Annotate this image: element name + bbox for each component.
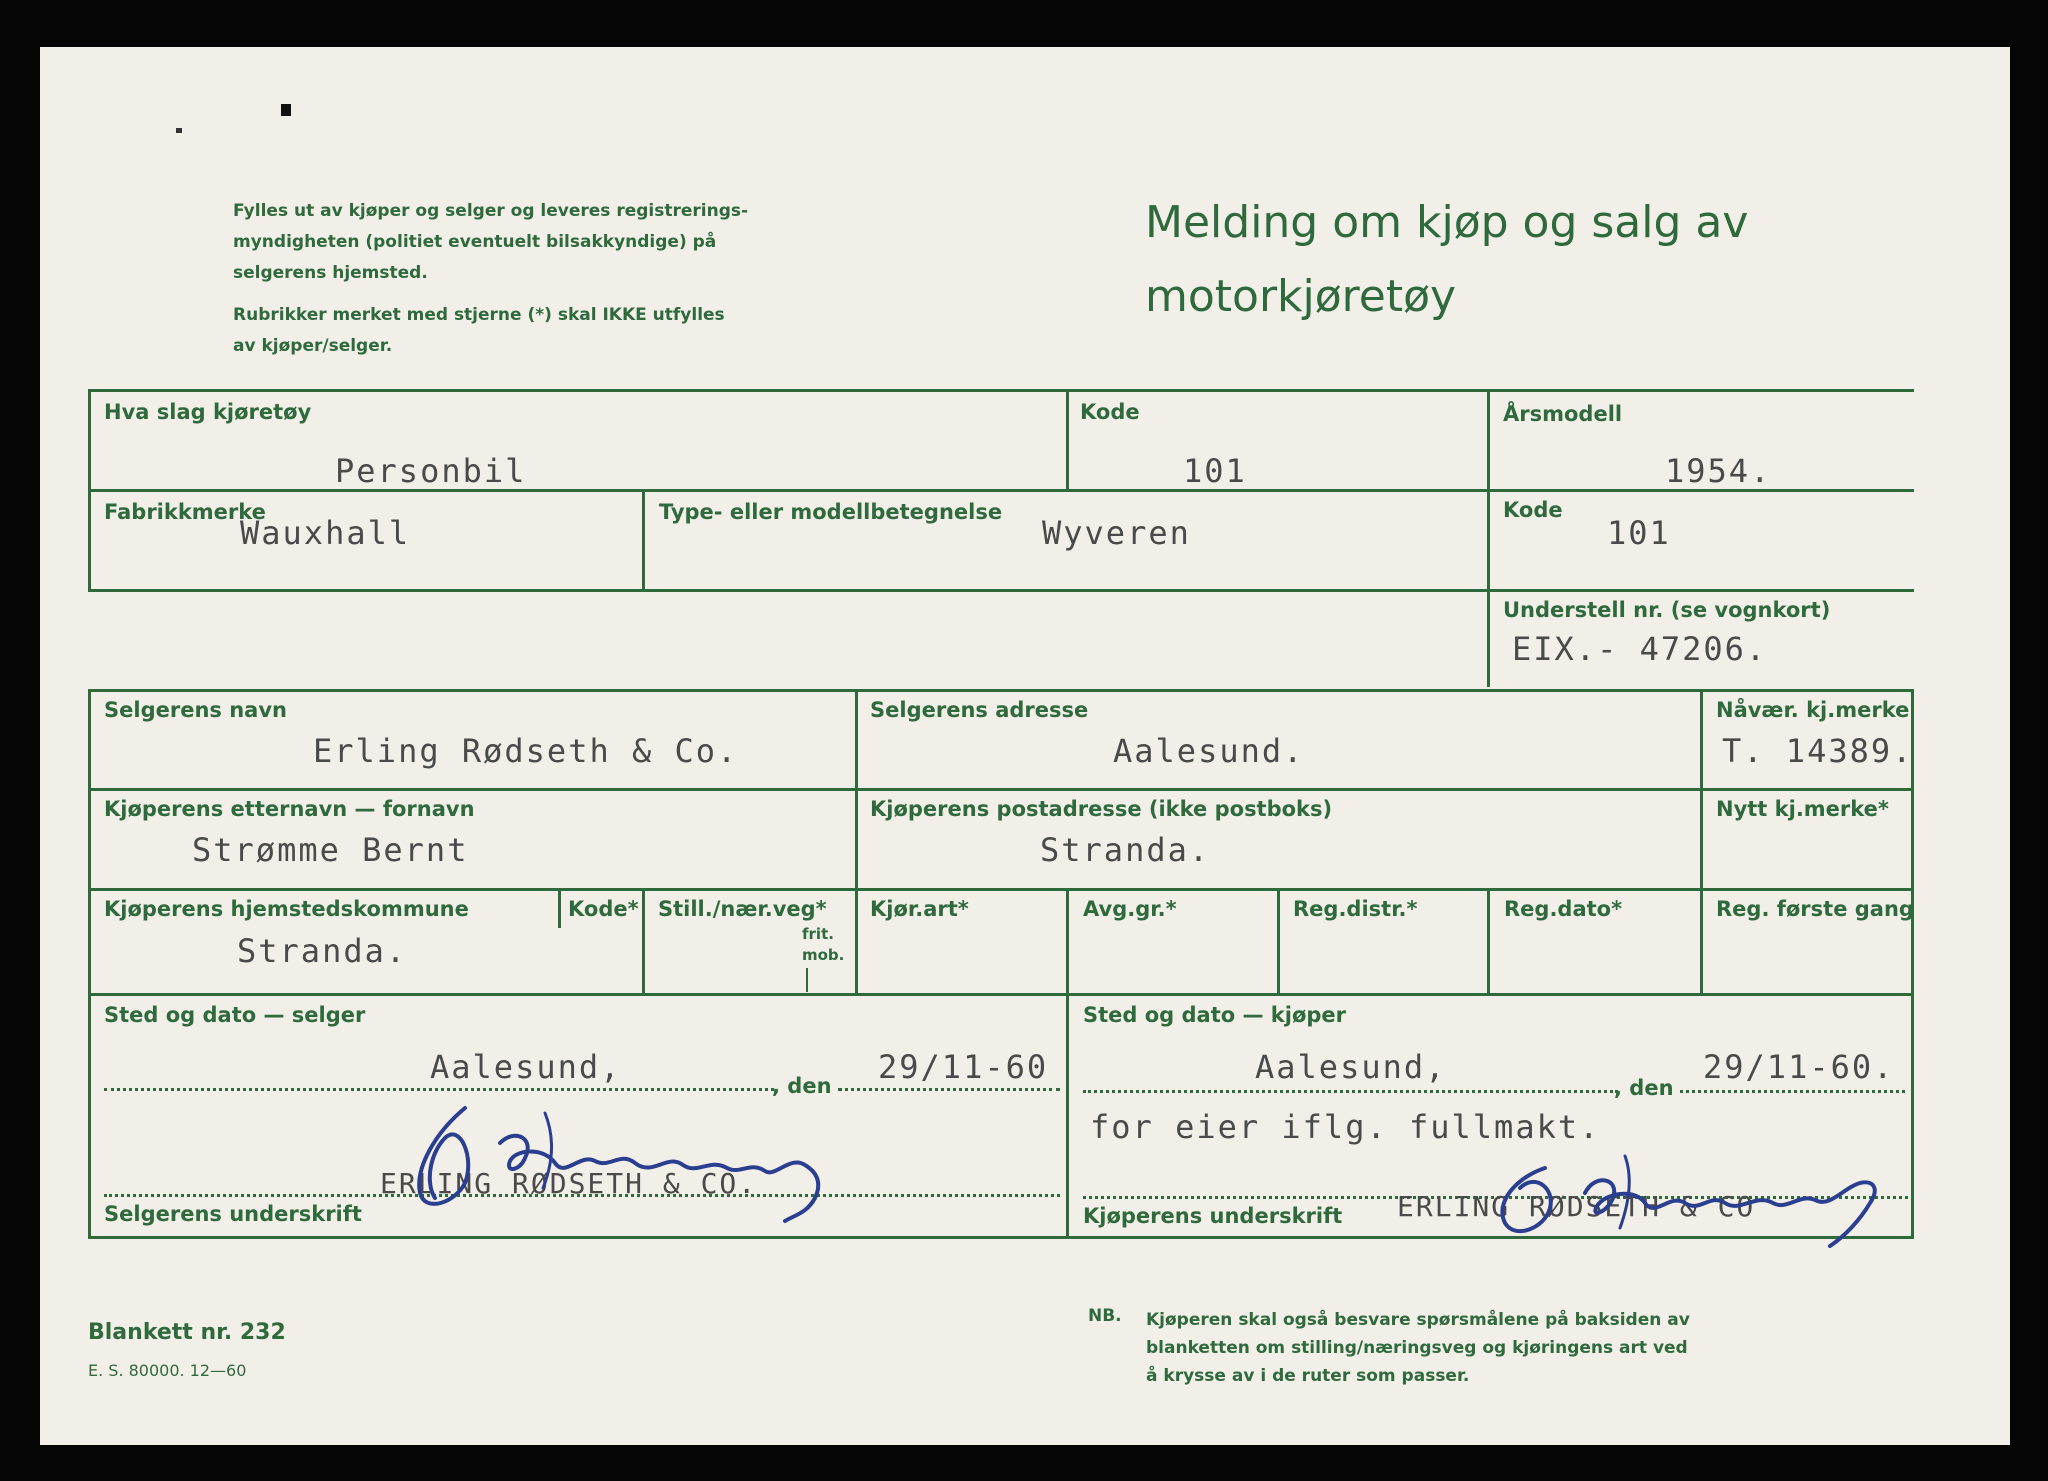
make-label: Fabrikkmerke bbox=[104, 500, 266, 524]
dotted-line bbox=[1680, 1090, 1905, 1093]
grid-line bbox=[806, 968, 808, 992]
frit-label: frit. bbox=[802, 925, 834, 943]
seller-signature-scribble bbox=[405, 1093, 855, 1223]
grid-line bbox=[1700, 689, 1703, 993]
buyer-date-value: 29/11-60. bbox=[1703, 1048, 1895, 1086]
den-label: , den bbox=[772, 1074, 832, 1098]
municipality-label: Kjøperens hjemstedskommune bbox=[104, 897, 469, 921]
punch-mark bbox=[281, 104, 291, 116]
buyer-name-value: Strømme Bernt bbox=[192, 831, 469, 869]
grid-line bbox=[88, 389, 1914, 392]
buyer-sign-label: Kjøperens underskrift bbox=[1083, 1204, 1343, 1228]
speck-mark bbox=[176, 128, 182, 133]
grid-line bbox=[88, 389, 91, 592]
grid-line bbox=[642, 888, 645, 993]
seller-name-value: Erling Rødseth & Co. bbox=[313, 732, 739, 770]
vehicle-type-value: Personbil bbox=[335, 452, 527, 490]
print-info: E. S. 80000. 12—60 bbox=[88, 1361, 247, 1380]
model-label: Type- eller modellbetegnelse bbox=[659, 500, 1003, 524]
den-label: , den bbox=[1614, 1076, 1674, 1100]
grid-line bbox=[1066, 888, 1069, 993]
grid-line bbox=[1066, 993, 1069, 1236]
regdistr-label: Reg.distr.* bbox=[1293, 897, 1418, 921]
new-plate-label: Nytt kj.merke* bbox=[1716, 797, 1889, 821]
grid-line bbox=[558, 888, 561, 928]
still-label: Still./nær.veg* bbox=[658, 897, 827, 921]
grid-line bbox=[88, 993, 1914, 996]
intro-text bbox=[233, 196, 748, 362]
buyer-place-value: Aalesund, bbox=[1255, 1048, 1447, 1086]
vehicle-type-label: Hva slag kjøretøy bbox=[104, 400, 312, 424]
vehicle-code-label: Kode bbox=[1080, 400, 1140, 424]
seller-sign-label: Selgerens underskrift bbox=[104, 1202, 362, 1226]
nb-text bbox=[1146, 1306, 1690, 1390]
buyer-place-label: Sted og dato — kjøper bbox=[1083, 1003, 1347, 1027]
chassis-value: EIX.- 47206. bbox=[1512, 630, 1768, 668]
dotted-line bbox=[104, 1088, 774, 1091]
buyer-proxy-note: for eier iflg. fullmakt. bbox=[1090, 1108, 1601, 1146]
seller-address-label: Selgerens adresse bbox=[870, 698, 1089, 722]
buyer-address-label: Kjøperens postadresse (ikke postboks) bbox=[870, 797, 1333, 821]
year-model-label: Årsmodell bbox=[1503, 402, 1623, 426]
vehicle-code-value: 101 bbox=[1183, 452, 1247, 490]
mob-label: mob. bbox=[802, 946, 845, 964]
intro-line: Rubrikker merket med stjerne (*) skal IKKE utfylles bbox=[233, 305, 725, 325]
current-plate-label: Nåvær. kj.merke bbox=[1716, 698, 1910, 722]
make-value: Wauxhall bbox=[240, 514, 411, 552]
intro-line: Fylles ut av kjøper og selger og leveres registrerings- bbox=[233, 201, 749, 221]
intro-line: av kjøper/selger. bbox=[233, 336, 393, 356]
code2-label: Kode bbox=[1503, 498, 1563, 522]
nb-label: NB. bbox=[1088, 1306, 1122, 1326]
buyer-signature-scribble bbox=[1475, 1148, 1895, 1248]
grid-line bbox=[88, 788, 1914, 791]
regdato-label: Reg.dato* bbox=[1504, 897, 1623, 921]
municipality-value: Stranda. bbox=[237, 932, 408, 970]
intro-line: selgerens hjemsted. bbox=[233, 263, 428, 283]
seller-stamp: ERLING RØDSETH & CO. bbox=[380, 1167, 758, 1200]
seller-place-label: Sted og dato — selger bbox=[104, 1003, 366, 1027]
intro-line: myndigheten (politiet eventuelt bilsakkyndige) på bbox=[233, 232, 717, 252]
grid-line bbox=[88, 689, 1914, 692]
dotted-line bbox=[1083, 1090, 1618, 1093]
dotted-line bbox=[838, 1088, 1060, 1091]
title-line: Melding om kjøp og salg av bbox=[1145, 197, 1749, 248]
current-plate-value: T. 14389. bbox=[1722, 732, 1914, 770]
form-title bbox=[1145, 190, 1748, 330]
kjorart-label: Kjør.art* bbox=[870, 897, 969, 921]
kode-label: Kode* bbox=[568, 897, 639, 921]
grid-line bbox=[1911, 689, 1914, 1239]
grid-line bbox=[88, 689, 91, 1239]
nb-line: blanketten om stilling/næringsveg og kjøringens art ved bbox=[1146, 1338, 1688, 1358]
grid-line bbox=[1487, 589, 1914, 592]
model-value: Wyveren bbox=[1042, 514, 1191, 552]
seller-address-value: Aalesund. bbox=[1113, 732, 1305, 770]
seller-place-value: Aalesund, bbox=[430, 1048, 622, 1086]
nb-line: å krysse av i de ruter som passer. bbox=[1146, 1366, 1470, 1386]
avggr-label: Avg.gr.* bbox=[1083, 897, 1177, 921]
grid-line bbox=[855, 689, 858, 993]
buyer-address-value: Stranda. bbox=[1040, 831, 1211, 869]
form-number: Blankett nr. 232 bbox=[88, 1320, 286, 1345]
buyer-stamp: ERLING RØDSETH & CO bbox=[1397, 1190, 1756, 1223]
grid-line bbox=[642, 489, 645, 592]
year-model-value: 1954. bbox=[1665, 452, 1772, 490]
grid-line bbox=[1487, 888, 1490, 993]
buyer-name-label: Kjøperens etternavn — fornavn bbox=[104, 797, 475, 821]
grid-line bbox=[88, 589, 1487, 592]
title-line: motorkjøretøy bbox=[1145, 271, 1457, 322]
nb-line: Kjøperen skal også besvare spørsmålene på baksiden av bbox=[1146, 1310, 1690, 1330]
chassis-label: Understell nr. (se vognkort) bbox=[1503, 598, 1831, 622]
grid-line bbox=[88, 888, 1914, 891]
code2-value: 101 bbox=[1607, 514, 1671, 552]
seller-name-label: Selgerens navn bbox=[104, 698, 287, 722]
seller-date-value: 29/11-60 bbox=[878, 1048, 1049, 1086]
reg-first-label: Reg. første gang bbox=[1716, 897, 1914, 921]
grid-line bbox=[1487, 389, 1490, 687]
grid-line bbox=[1066, 389, 1069, 490]
grid-line bbox=[1277, 888, 1280, 993]
